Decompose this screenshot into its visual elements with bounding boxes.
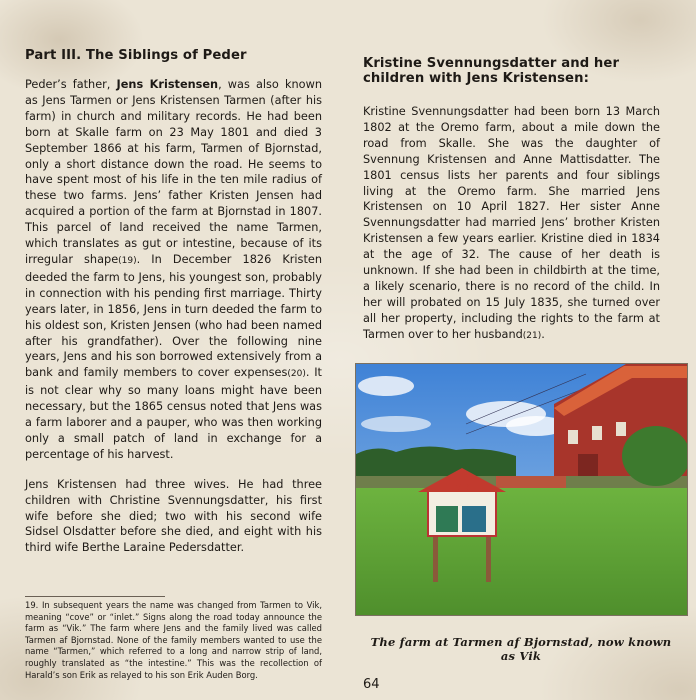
barn-door bbox=[578, 454, 598, 476]
left-column bbox=[25, 48, 322, 556]
subsection-heading: Kristine Svennungsdatter and her children with Jens Kristensen: bbox=[363, 56, 620, 86]
barn-window bbox=[568, 430, 578, 444]
mailbox-post bbox=[486, 534, 491, 582]
footnote-19: 19. In subsequent years the name was changed from Tarmen to Vik, meaning “cove” or “inlet.” Signs along the road today announce the farm as “Vik.” The farm where Jens and the family lived was called Tarmen af Bjornstad. None of the family members wanted to use the name “Tarmen,” which referred to a long and narrow strip of land, roughly translated as “the intestine.” This was the recollection of Harald’s son Erik as relayed to his son Erik Auden Borg. bbox=[25, 600, 322, 680]
photo-caption: The farm at Tarmen af Bjornstad, now known as Vik bbox=[370, 635, 672, 663]
paragraph-kristine: Kristine Svennungsdatter had been born 13 March 1802 at the Oremo farm, about a mile down the road from Skalle. She was the daughter of Svennung Kristensen and Anne Mattisdatter. The 1801 census lists her parents and four siblings living at the Oremo farm. She married Jens Kristensen on 10 April 1827. Her sister Anne Svennungsdatter had married Jens’ brother Kristen Kristensen a few years earlier. Kristine died in 1834 at the age of 32. The cause of her death is unknown. If she had been in childbirth at the time, a likely scenario, there is no record of the child. In her will probated on 15 July 1835, she turned over all her property, including the rights to the farm at Tarmen over to her husband(21). bbox=[363, 105, 660, 341]
barn-window bbox=[616, 422, 626, 436]
jens-kristensen-name: Jens Kristensen bbox=[116, 78, 219, 91]
section-heading: Part III. The Siblings of Peder bbox=[25, 48, 247, 63]
cloud bbox=[361, 416, 431, 432]
bush bbox=[622, 426, 687, 486]
paragraph-jens-kristensen: Peder’s father, Jens Kristensen, was also known as Jens Tarmen or Jens Kristensen Tarmen (after his farm) in church and military records. He had been born at Skalle farm on 23 May 1801 and died 3 September 1866 at his farm, Tarmen of Bjornstad, only a short distance down the road. He seems to have spent most of his life in the ten mile radius of these two farms. Jens’ father Kristen Jensen had acquired a portion of the farm at Bjornstad in 1807. This parcel of land received the name Tarmen, which translates as gut or intestine, because of its irregular shape(19). In December 1826 Kristen deeded the farm to Jens, his youngest son, probably in connection with his pending first marriage. Thirty years later, in 1856, Jens in turn deeded the farm to his oldest son, Kristen Jensen (who had been named after his grandfather). Over the following nine years, Jens and his son borrowed extensively from a bank and family members to cover expenses(20). It is not clear why so many loans might have been necessary, but the 1865 census noted that Jens was a farm laborer and a pauper, who was then working only a small patch of land in exchange for a percentage of his harvest. bbox=[25, 78, 322, 461]
mailbox-post bbox=[433, 534, 438, 582]
mailbox-green bbox=[436, 506, 458, 532]
footnote-ref-21: (21) bbox=[522, 330, 542, 341]
right-column bbox=[363, 56, 660, 345]
vik-sign: VIK bbox=[454, 483, 470, 492]
footnote-ref-19: (19) bbox=[118, 255, 137, 266]
red-fence bbox=[496, 476, 566, 490]
footnote-ref-20: (20) bbox=[287, 369, 306, 380]
footnote-divider bbox=[25, 596, 165, 597]
paragraph-three-wives: Jens Kristensen had three wives. He had three children with Christine Svennungsdatter, his first wife before she died; two with his second wife Sidsel Olsdatter before she died, and eight with his third wife Berthe Laraine Pedersdatter. bbox=[25, 477, 322, 555]
farm-photo bbox=[355, 363, 688, 616]
mailbox-blue bbox=[462, 506, 486, 532]
page-number: 64 bbox=[363, 677, 380, 692]
cloud bbox=[358, 376, 414, 396]
farm-photo-illustration bbox=[356, 364, 687, 615]
lawn bbox=[356, 488, 687, 615]
barn-window bbox=[592, 426, 602, 440]
